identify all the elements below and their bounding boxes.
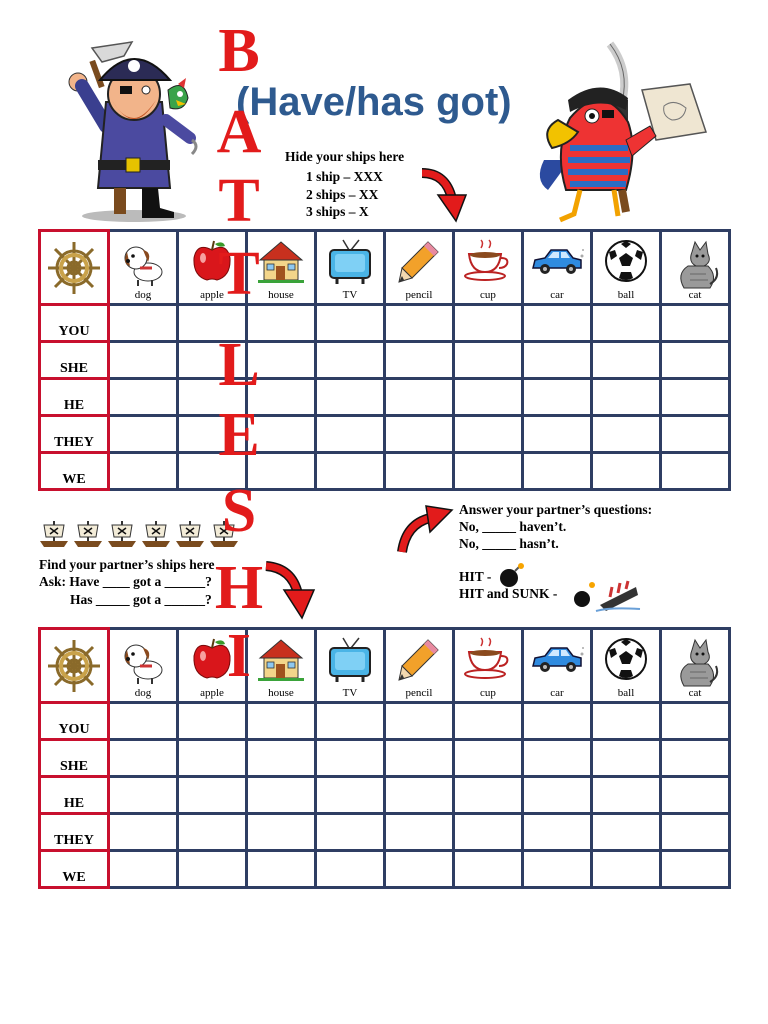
- grid-cell[interactable]: [592, 453, 661, 490]
- grid-cell[interactable]: [178, 740, 247, 777]
- title-letter-t1: T: [218, 167, 260, 235]
- answer-line-1: No, _____ haven’t.: [459, 519, 567, 534]
- grid-cell[interactable]: [385, 379, 454, 416]
- ball-icon: [603, 238, 649, 284]
- grid-cell[interactable]: [247, 851, 316, 888]
- grid-cell[interactable]: [316, 740, 385, 777]
- grid-cell[interactable]: [454, 342, 523, 379]
- grid-cell[interactable]: [385, 703, 454, 740]
- grid-cell[interactable]: [178, 777, 247, 814]
- grid-cell[interactable]: [178, 851, 247, 888]
- grid-cell[interactable]: [661, 379, 730, 416]
- grid-cell[interactable]: [316, 703, 385, 740]
- grid-cell[interactable]: [109, 379, 178, 416]
- column-header-cup: [454, 231, 523, 305]
- tv-icon: [327, 238, 373, 288]
- column-label-cat: cat: [688, 288, 702, 301]
- grid-cell[interactable]: [592, 416, 661, 453]
- grid-cell[interactable]: [109, 703, 178, 740]
- grid-cell[interactable]: [661, 342, 730, 379]
- grid-cell[interactable]: [316, 851, 385, 888]
- grid-cell[interactable]: [178, 814, 247, 851]
- hit-and-sunk-label: HIT and SUNK -: [459, 586, 558, 601]
- grid-cell[interactable]: [454, 379, 523, 416]
- column-label-pencil: pencil: [405, 288, 433, 301]
- table-row: [40, 740, 730, 777]
- grid-cell[interactable]: [592, 379, 661, 416]
- grid-cell[interactable]: [316, 777, 385, 814]
- column-header-cat: [661, 231, 730, 305]
- grid-cell[interactable]: [109, 342, 178, 379]
- row-label-he: HE: [40, 379, 109, 416]
- column-label-tv: TV: [342, 288, 358, 301]
- column-header-pencil: [385, 231, 454, 305]
- title-letter-i: I: [226, 622, 252, 690]
- table-row: [40, 416, 730, 453]
- row-label-she: SHE: [40, 342, 109, 379]
- ship-wheel-cell: [40, 629, 109, 703]
- column-label-dog: dog: [134, 686, 152, 699]
- grid-cell[interactable]: [316, 416, 385, 453]
- grid-cell[interactable]: [523, 851, 592, 888]
- find-ask-have: Ask: Have ____ got a ______?: [39, 574, 212, 589]
- column-label-ball: ball: [617, 686, 635, 699]
- answer-heading: Answer your partner’s questions:: [459, 502, 653, 517]
- column-label-house: house: [268, 686, 294, 699]
- column-label-cup: cup: [480, 686, 496, 699]
- table-row: [40, 777, 730, 814]
- grid-cell[interactable]: [454, 453, 523, 490]
- grid-cell[interactable]: [109, 740, 178, 777]
- grid-cell[interactable]: [523, 379, 592, 416]
- column-header-cat: [661, 629, 730, 703]
- grid-cell[interactable]: [592, 740, 661, 777]
- grid-cell[interactable]: [385, 342, 454, 379]
- grid-cell[interactable]: [454, 703, 523, 740]
- grid-cell[interactable]: [523, 342, 592, 379]
- grid-cell[interactable]: [523, 416, 592, 453]
- grid-cell[interactable]: [109, 453, 178, 490]
- title-letter-t2: T: [218, 240, 260, 308]
- grid-cell[interactable]: [316, 453, 385, 490]
- column-label-pencil: pencil: [405, 686, 433, 699]
- grid-cell[interactable]: [661, 416, 730, 453]
- column-label-car: car: [550, 686, 564, 699]
- grid-cell[interactable]: [454, 740, 523, 777]
- ship-wheel-icon: [46, 638, 102, 694]
- grid-cell[interactable]: [523, 703, 592, 740]
- grid-cell[interactable]: [661, 851, 730, 888]
- grid-cell[interactable]: [454, 814, 523, 851]
- row-label-he: HE: [40, 777, 109, 814]
- grid-cell[interactable]: [385, 453, 454, 490]
- column-label-cat: cat: [688, 686, 702, 699]
- title-letter-s: S: [221, 477, 257, 545]
- arrow-down-right-icon: [418, 165, 470, 225]
- grid-cell[interactable]: [592, 703, 661, 740]
- grid-cell[interactable]: [178, 703, 247, 740]
- grid-cell[interactable]: [661, 777, 730, 814]
- find-heading: Find your partner’s ships here: [39, 557, 215, 572]
- title-letter-e: E: [218, 401, 260, 469]
- grid-cell[interactable]: [385, 777, 454, 814]
- hit-label: HIT -: [459, 569, 492, 584]
- grid-cell[interactable]: [247, 777, 316, 814]
- column-label-cup: cup: [480, 288, 496, 301]
- table-row: [40, 453, 730, 490]
- grid-cell[interactable]: [661, 740, 730, 777]
- car-icon: [529, 238, 585, 282]
- grid-cell[interactable]: [661, 814, 730, 851]
- grid-cell[interactable]: [592, 342, 661, 379]
- pencil-icon: [396, 636, 442, 682]
- grid-cell[interactable]: [523, 777, 592, 814]
- column-label-house: house: [268, 288, 294, 301]
- grid-cell[interactable]: [316, 814, 385, 851]
- grid-cell[interactable]: [316, 305, 385, 342]
- dog-icon: [118, 636, 168, 686]
- table-row: [40, 342, 730, 379]
- cat-icon: [670, 636, 720, 688]
- hide-ships-rule-2: 2 ships – XX: [306, 187, 379, 202]
- grid-cell[interactable]: [592, 814, 661, 851]
- grid-cell[interactable]: [385, 416, 454, 453]
- grid-cell[interactable]: [247, 740, 316, 777]
- row-label-we: WE: [40, 453, 109, 490]
- grid-cell[interactable]: [592, 777, 661, 814]
- ship-wheel-icon: [46, 240, 102, 296]
- table-row: [40, 379, 730, 416]
- grid-cell[interactable]: [454, 416, 523, 453]
- column-header-pencil: [385, 629, 454, 703]
- row-label-they: THEY: [40, 416, 109, 453]
- column-header-ball: [592, 629, 661, 703]
- column-label-apple: apple: [200, 288, 224, 301]
- column-label-tv: TV: [342, 686, 358, 699]
- row-label-they: THEY: [40, 814, 109, 851]
- pirate-parrot-illustration: [530, 40, 720, 226]
- page-subtitle: (Have/has got): [236, 80, 512, 124]
- car-icon: [529, 636, 585, 680]
- grid-cell[interactable]: [454, 305, 523, 342]
- grid-cell[interactable]: [661, 453, 730, 490]
- hide-ships-rule-3: 3 ships – X: [306, 204, 369, 219]
- column-label-car: car: [550, 288, 564, 301]
- pirate-captain-illustration: [62, 38, 202, 224]
- column-header-ball: [592, 231, 661, 305]
- grid-cell[interactable]: [523, 814, 592, 851]
- ships-grid-bottom: [38, 622, 731, 889]
- dog-icon: [118, 238, 168, 288]
- column-header-cup: [454, 629, 523, 703]
- ball-icon: [603, 636, 649, 682]
- grid-cell[interactable]: [592, 305, 661, 342]
- row-label-you: YOU: [40, 305, 109, 342]
- table-row: [40, 814, 730, 851]
- row-label-you: YOU: [40, 703, 109, 740]
- grid-cell[interactable]: [592, 851, 661, 888]
- answer-line-2: No, _____ hasn’t.: [459, 536, 559, 551]
- column-header-dog: [109, 629, 178, 703]
- cat-icon: [670, 238, 720, 290]
- column-header-car: [523, 629, 592, 703]
- column-header-tv: [316, 629, 385, 703]
- table-row: [40, 703, 730, 740]
- column-header-car: [523, 231, 592, 305]
- column-label-ball: ball: [617, 288, 635, 301]
- table-row: [40, 851, 730, 888]
- grid-cell[interactable]: [109, 814, 178, 851]
- grid-cell[interactable]: [109, 305, 178, 342]
- grid-cell[interactable]: [109, 416, 178, 453]
- arrow-down-right-icon: [262, 560, 318, 620]
- grid-cell[interactable]: [109, 851, 178, 888]
- grid-cell[interactable]: [316, 379, 385, 416]
- hide-ships-heading: Hide your ships here: [285, 149, 405, 164]
- find-ask-has: Has _____ got a ______?: [70, 592, 212, 607]
- ships-grid-top: [38, 229, 731, 491]
- pencil-icon: [396, 238, 442, 284]
- column-label-apple: apple: [200, 686, 224, 699]
- grid-cell[interactable]: [385, 305, 454, 342]
- cup-icon: [463, 636, 513, 682]
- cup-icon: [463, 238, 513, 284]
- grid-cell[interactable]: [109, 777, 178, 814]
- tv-icon: [327, 636, 373, 686]
- grid-cell[interactable]: [316, 342, 385, 379]
- title-letter-a: A: [216, 98, 262, 166]
- bomb-and-sinking-ship-icon: [570, 577, 642, 613]
- grid-cell[interactable]: [661, 305, 730, 342]
- title-letter-l: L: [218, 331, 260, 399]
- ship-wheel-cell: [40, 231, 109, 305]
- column-header-dog: [109, 231, 178, 305]
- arrow-up-right-icon: [396, 504, 456, 556]
- grid-cell[interactable]: [523, 453, 592, 490]
- grid-cell[interactable]: [661, 703, 730, 740]
- row-label-we: WE: [40, 851, 109, 888]
- column-label-dog: dog: [134, 288, 152, 301]
- grid-cell[interactable]: [454, 851, 523, 888]
- table-row: [40, 305, 730, 342]
- grid-cell[interactable]: [523, 305, 592, 342]
- grid-cell[interactable]: [247, 814, 316, 851]
- grid-cell[interactable]: [523, 740, 592, 777]
- grid-cell[interactable]: [385, 814, 454, 851]
- column-header-tv: [316, 231, 385, 305]
- grid-cell[interactable]: [385, 740, 454, 777]
- title-letter-h: H: [214, 554, 264, 622]
- grid-cell[interactable]: [247, 703, 316, 740]
- grid-cell[interactable]: [385, 851, 454, 888]
- row-label-she: SHE: [40, 740, 109, 777]
- grid-cell[interactable]: [454, 777, 523, 814]
- title-letter-b: B: [218, 17, 260, 85]
- hide-ships-rule-1: 1 ship – XXX: [306, 169, 383, 184]
